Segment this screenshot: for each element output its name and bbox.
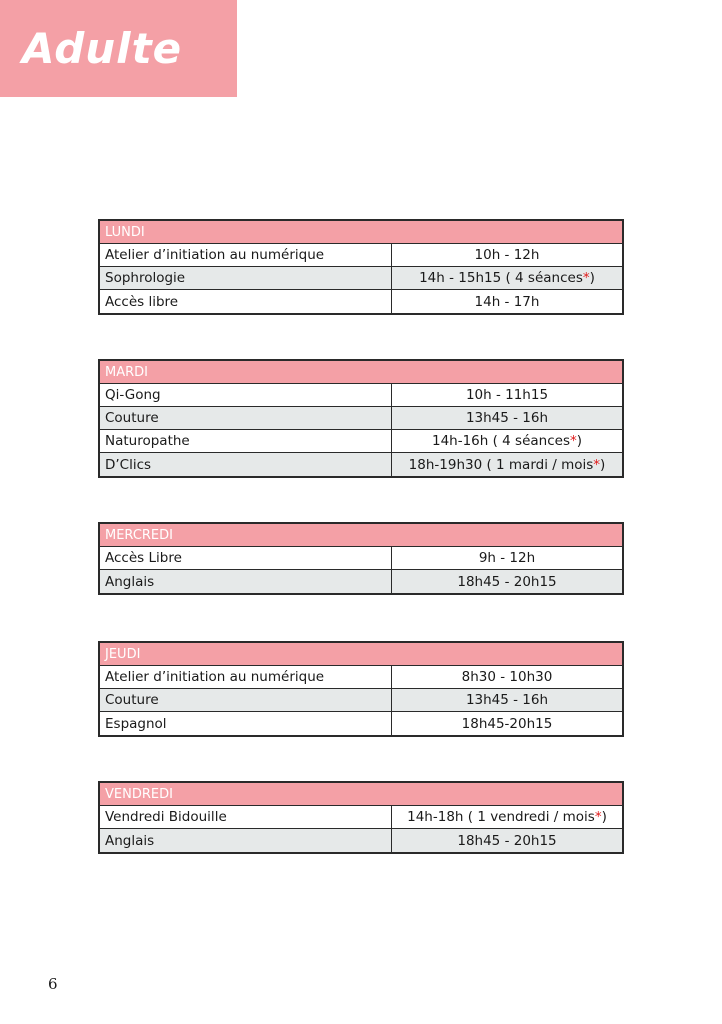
time-cell: 14h - 15h15 ( 4 séances * ) [419, 270, 595, 286]
page-title: Adulte [22, 24, 183, 73]
time-cell: 14h-18h ( 1 vendredi / mois * ) [407, 809, 607, 825]
activity-cell: Anglais [100, 570, 392, 593]
table-row [100, 829, 622, 852]
time-cell: 18h45-20h15 [461, 715, 553, 732]
table-row [100, 666, 622, 689]
schedule-table-mardi [98, 359, 624, 478]
table-row [100, 547, 622, 570]
activity-cell: D’Clics [100, 453, 392, 476]
asterisk-mark: * [582, 270, 590, 286]
table-row [100, 244, 622, 267]
time-cell: 13h45 - 16h [465, 410, 549, 426]
table-row [100, 384, 622, 407]
schedule-table-mercredi [98, 522, 624, 595]
time-cell: 18h45 - 20h15 [457, 573, 557, 590]
table-row [100, 267, 622, 290]
time-cell: 18h-19h30 ( 1 mardi / mois * ) [408, 456, 606, 473]
schedule-table-jeudi [98, 641, 624, 737]
asterisk-mark: * [593, 456, 601, 473]
activity-cell: Couture [100, 689, 392, 711]
activity-cell: Espagnol [100, 712, 392, 735]
activity-cell: Vendredi Bidouille [100, 806, 392, 828]
time-cell: 10h - 11h15 [465, 387, 549, 403]
table-row [100, 570, 622, 593]
table-row [100, 712, 622, 735]
table-row [100, 806, 622, 829]
time-cell: 9h - 12h [478, 550, 536, 566]
activity-cell: Naturopathe [100, 430, 392, 452]
activity-cell: Sophrologie [100, 267, 392, 289]
title-banner [0, 0, 237, 97]
time-cell: 14h-16h ( 4 séances * ) [431, 433, 583, 449]
asterisk-mark: * [594, 809, 602, 825]
time-cell: 8h30 - 10h30 [461, 669, 553, 685]
activity-cell: Qi-Gong [100, 384, 392, 406]
activity-cell: Couture [100, 407, 392, 429]
day-header-lundi: LUNDI [100, 221, 622, 244]
table-row [100, 689, 622, 712]
activity-cell: Atelier d’initiation au numérique [100, 244, 392, 266]
table-row [100, 407, 622, 430]
time-cell: 18h45 - 20h15 [457, 832, 557, 849]
activity-cell: Accès libre [100, 290, 392, 313]
day-header-jeudi: JEUDI [100, 643, 622, 666]
page-number: 6 [48, 975, 58, 993]
day-header-vendredi: VENDREDI [100, 783, 622, 806]
schedule-table-vendredi [98, 781, 624, 854]
table-row [100, 290, 622, 313]
day-header-mardi: MARDI [100, 361, 622, 384]
time-cell: 14h - 17h [474, 293, 540, 310]
asterisk-mark: * [569, 433, 577, 449]
day-header-mercredi: MERCREDI [100, 524, 622, 547]
table-row [100, 453, 622, 476]
time-cell: 13h45 - 16h [465, 692, 549, 708]
activity-cell: Anglais [100, 829, 392, 852]
activity-cell: Accès Libre [100, 547, 392, 569]
time-cell: 10h - 12h [474, 247, 540, 263]
schedule-table-lundi [98, 219, 624, 315]
activity-cell: Atelier d’initiation au numérique [100, 666, 392, 688]
table-row [100, 430, 622, 453]
